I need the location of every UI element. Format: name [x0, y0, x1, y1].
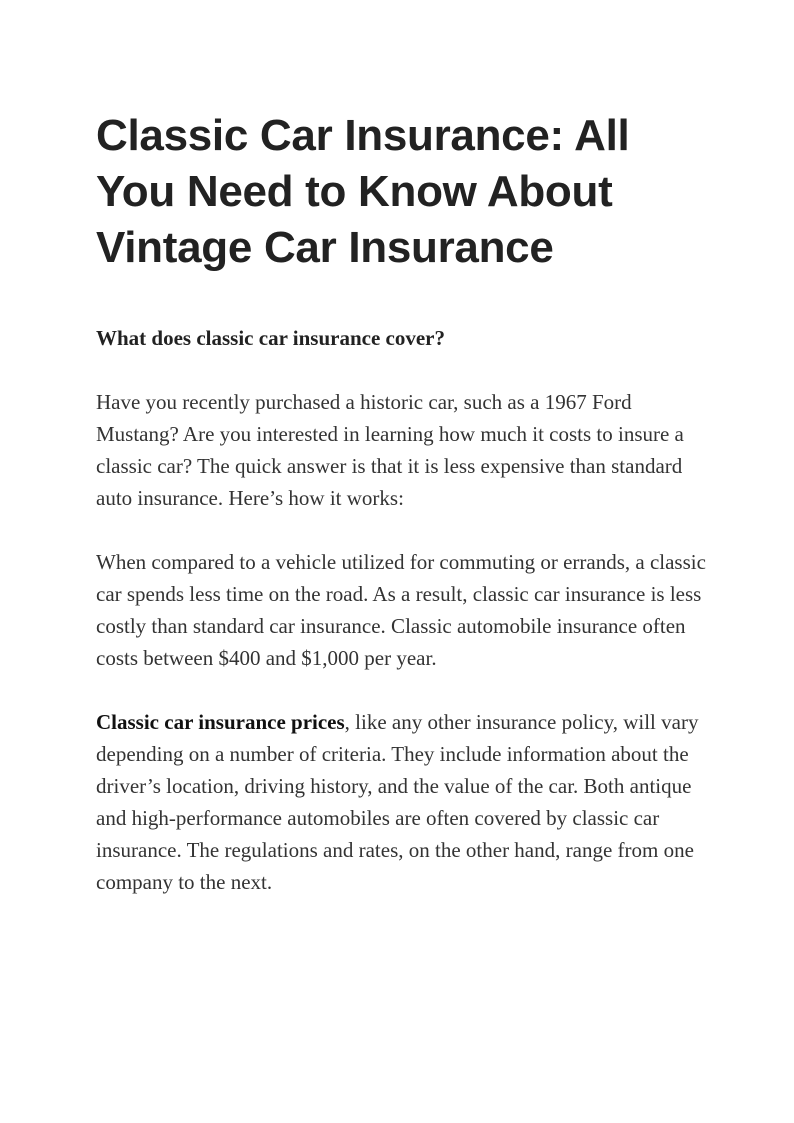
page-title: Classic Car Insurance: All You Need to Know About Vintage Car Insurance — [96, 111, 630, 272]
paragraph-text: Have you recently purchased a historic car, such as a 1967 Ford Mustang? Are you interested in learning how much it costs to insure a classic car? The quick answer is that it is less expensive than standard auto insurance. Here’s how it works: — [96, 390, 684, 510]
section-heading: What does classic car insurance cover? — [96, 326, 445, 350]
paragraph-prices — [96, 706, 708, 898]
paragraph-text: , like any other insurance policy, will vary depending on a number of criteria. They include information about the driver’s location, driving history, and the value of the car. Both antique and high-performance automobiles are often covered by classic car insurance. The regulations and rates, on the other hand, range from one company to the next. — [96, 710, 699, 894]
paragraph-lead-bold: Classic car insurance prices — [96, 710, 345, 734]
paragraph-cost — [96, 546, 708, 674]
article — [96, 108, 708, 898]
paragraph-text: When compared to a vehicle utilized for commuting or errands, a classic car spends less time on the road. As a result, classic car insurance is less costly than standard car insurance. Classic automobile insurance often costs between $400 and $1,000 per year. — [96, 550, 706, 670]
paragraph-intro — [96, 386, 708, 514]
